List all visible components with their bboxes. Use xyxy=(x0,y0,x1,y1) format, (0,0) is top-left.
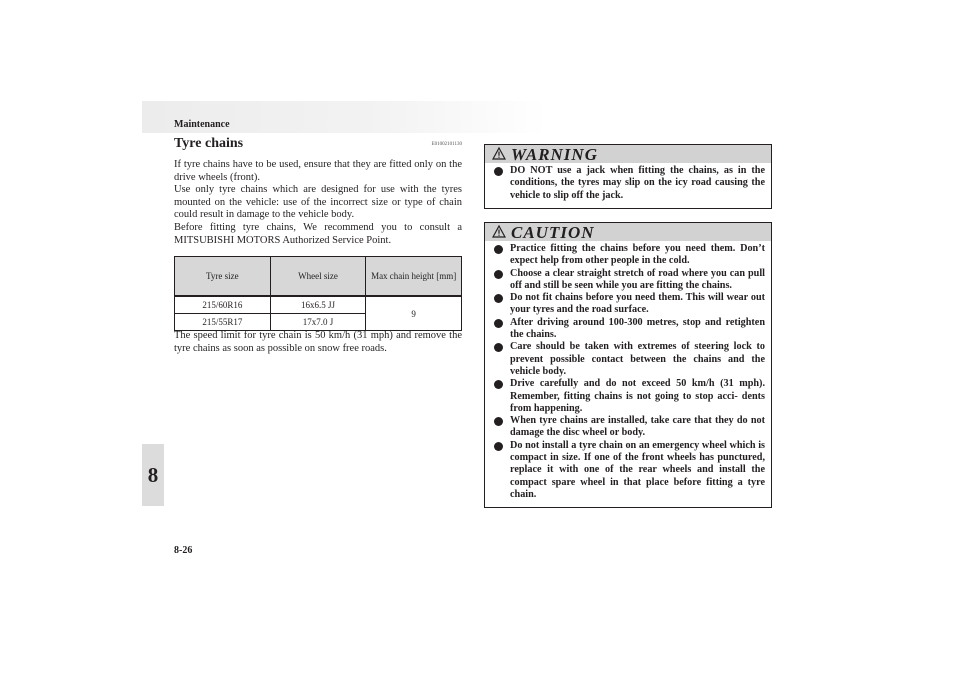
caution-item-text: Care should be taken with extremes of steering lock to prevent possible contact between the chains and the vehicle body. xyxy=(510,341,765,377)
caution-triangle-icon xyxy=(492,225,506,238)
list-item xyxy=(491,341,765,378)
list-item xyxy=(491,378,765,415)
paragraph-drive-wheels: If tyre chains have to be used, ensure that they are fitted only on the drive wheels (front). xyxy=(174,159,462,183)
bullet-icon xyxy=(494,343,503,352)
paragraph-speed-limit: The speed limit for tyre chain is 50 km/h (31 mph) and remove the tyre chains as soon as possible on snow free roads. xyxy=(174,330,462,354)
warning-triangle-icon xyxy=(492,147,506,160)
caution-item-text: Do not install a tyre chain on an emergency wheel which is compact in size. If one of the front wheels has punctured, replace it with one of the rear wheels and install the compact spare wheel in that place before fitting a tyre chain. xyxy=(510,439,765,500)
title-row xyxy=(174,136,462,154)
caution-box xyxy=(484,222,772,508)
caution-list xyxy=(485,241,771,507)
bullet-icon xyxy=(494,442,503,451)
warning-header xyxy=(485,145,771,163)
bullet-icon xyxy=(494,380,503,389)
caution-item-text: Drive carefully and do not exceed 50 km/h (31 mph). Remember, fitting chains is not going to stop acci- dents from happening. xyxy=(510,378,765,414)
paragraph-consult: Before fitting tyre chains, We recommend you to consult a MITSUBISHI MOTORS Authorized Service Point. xyxy=(174,221,462,246)
bullet-icon xyxy=(494,417,503,426)
chapter-tab: 8 xyxy=(142,444,164,506)
list-item xyxy=(491,415,765,440)
warning-list xyxy=(485,163,771,208)
intro-text xyxy=(174,159,462,247)
bullet-icon xyxy=(494,245,503,254)
caution-item-text: Do not fit chains before you need them. This will wear out your tyres and the road surface. xyxy=(510,292,765,316)
table-header-row xyxy=(175,257,462,297)
section-label: Maintenance xyxy=(174,119,230,130)
cell-wheel-size: 16x6.5 JJ xyxy=(270,296,366,314)
warning-title: WARNING xyxy=(511,145,598,164)
col-header-max-chain-height: Max chain height [mm] xyxy=(366,257,462,297)
caution-header xyxy=(485,223,771,241)
list-item xyxy=(491,440,765,501)
warning-item-text: DO NOT use a jack when fitting the chains, as in the conditions, the tyres may slip on the icy road causing the vehicle to slip off the jack. xyxy=(510,165,765,201)
page-title: Tyre chains xyxy=(174,136,244,151)
bullet-icon xyxy=(494,319,503,328)
chain-spec-table xyxy=(174,256,462,331)
cell-max-chain-height: 9 xyxy=(366,296,462,331)
col-header-tyre-size: Tyre size xyxy=(175,257,271,297)
caution-item-text: After driving around 100-300 metres, stop and retighten the chains. xyxy=(510,316,765,341)
cell-wheel-size: 17x7.0 J xyxy=(270,314,366,331)
caution-title: CAUTION xyxy=(511,223,595,242)
list-item xyxy=(491,243,765,268)
list-item xyxy=(491,292,765,317)
section-code: E01002101130 xyxy=(431,142,462,147)
list-item xyxy=(491,165,765,202)
page-number: 8-26 xyxy=(174,545,193,556)
cell-tyre-size: 215/60R16 xyxy=(175,296,271,314)
caution-item-text: Practice fitting the chains before you need them. Don’t expect help from other people in the cold. xyxy=(510,243,765,267)
warning-box xyxy=(484,144,772,209)
col-header-wheel-size: Wheel size xyxy=(270,257,366,297)
table-row xyxy=(175,296,462,314)
bullet-icon xyxy=(494,270,503,279)
bullet-icon xyxy=(494,167,503,176)
caution-item-text: When tyre chains are installed, take care that they do not damage the disc wheel or body. xyxy=(510,415,765,439)
list-item xyxy=(491,268,765,293)
cell-tyre-size: 215/55R17 xyxy=(175,314,271,331)
list-item xyxy=(491,317,765,342)
caution-item-text: Choose a clear straight stretch of road where you can pull off and still be seen while you are fitting the chains. xyxy=(510,267,765,291)
paragraph-chain-type: Use only tyre chains which are designed for use with the tyres mounted on the vehicle: use of the incorrect size or type of chain could result in damage to the vehicle body. xyxy=(174,184,462,221)
speed-note xyxy=(174,330,462,355)
bullet-icon xyxy=(494,294,503,303)
